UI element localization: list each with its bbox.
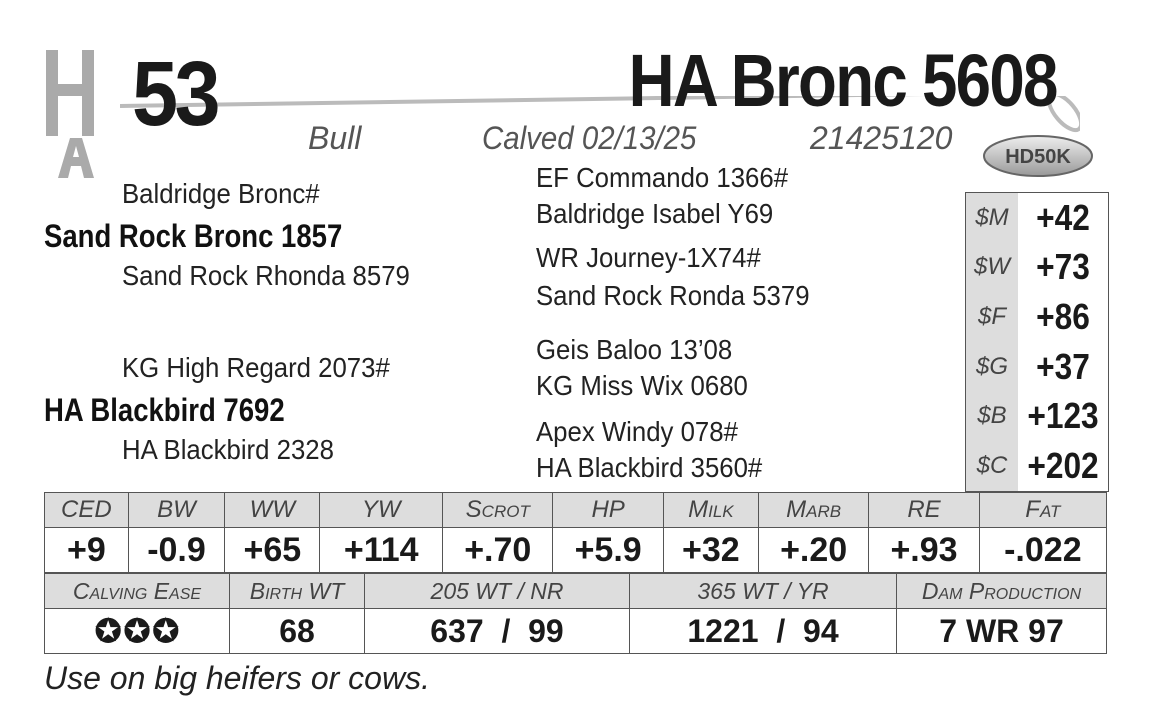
footnote: Use on big heifers or cows.: [44, 660, 430, 696]
performance-header-row: [45, 574, 1107, 609]
epd-value: +.70: [443, 528, 553, 573]
epd-value: +114: [320, 528, 443, 573]
epd-header: Milk: [663, 493, 758, 528]
ancestor-6: KG Miss Wix 0680: [536, 370, 748, 401]
epd-value: +9: [45, 528, 129, 573]
index-row-g: [966, 342, 1108, 392]
performance-header: Calving Ease: [45, 574, 230, 609]
birth-weight: 68: [230, 609, 365, 654]
epd-value: +5.9: [553, 528, 663, 573]
star-icon: ✪: [94, 613, 122, 649]
epd-header: RE: [869, 493, 979, 528]
epd-header: Fat: [979, 493, 1106, 528]
ancestor-5: Geis Baloo 13’08: [536, 334, 733, 365]
star-icon: ✪: [123, 613, 151, 649]
dam-production: 7 WR 97: [897, 609, 1107, 654]
epd-value: +32: [663, 528, 758, 573]
epd-table: [44, 492, 1107, 573]
calving-date: Calved 02/13/25: [482, 120, 697, 156]
epd-value: +.20: [758, 528, 868, 573]
index-value: +73: [1036, 246, 1090, 288]
badge-text: HD50K: [1005, 146, 1071, 168]
epd-value: +.93: [869, 528, 979, 573]
animal-sex: Bull: [308, 120, 362, 156]
epd-header-row: [45, 493, 1107, 528]
index-row-b: [966, 392, 1108, 442]
index-value: +123: [1027, 395, 1099, 437]
epd-value: -.022: [979, 528, 1106, 573]
sire: Sand Rock Bronc 1857: [44, 218, 343, 254]
epd-value: -0.9: [128, 528, 225, 573]
calving-ease-stars: [45, 609, 230, 654]
index-label: $G: [966, 342, 1018, 392]
epd-header: BW: [128, 493, 225, 528]
index-row-f: [966, 292, 1108, 342]
index-label: $M: [966, 193, 1018, 243]
lot-number: 53: [132, 43, 217, 145]
performance-header: Dam Production: [897, 574, 1107, 609]
ha-brand-logo: [42, 40, 122, 180]
sire-sire: Baldridge Bronc#: [122, 178, 320, 209]
dam-sire: KG High Regard 2073#: [122, 352, 390, 383]
performance-value-row: [45, 609, 1107, 654]
epd-header: WW: [225, 493, 320, 528]
index-value: +86: [1036, 296, 1090, 338]
index-value: +42: [1036, 196, 1090, 238]
index-label: $F: [966, 292, 1018, 342]
epd-header: Marb: [758, 493, 868, 528]
weaning-weight-ratio: 637 / 99: [365, 609, 630, 654]
epd-header: CED: [45, 493, 129, 528]
ancestor-3: WR Journey-1X74#: [536, 242, 761, 273]
ancestor-4: Sand Rock Ronda 5379: [536, 280, 810, 311]
epd-value-row: [45, 528, 1107, 573]
epd-header: YW: [320, 493, 443, 528]
sire-dam: Sand Rock Rhonda 8579: [122, 260, 410, 291]
index-row-w: [966, 243, 1108, 293]
hd50k-badge-icon: [982, 134, 1094, 178]
index-label: $B: [966, 392, 1018, 442]
yearling-weight-ratio: 1221 / 94: [630, 609, 897, 654]
dam: HA Blackbird 7692: [44, 392, 285, 428]
dam-dam: HA Blackbird 2328: [122, 434, 334, 465]
performance-header: 205 WT / NR: [365, 574, 630, 609]
dollar-index-panel: [965, 192, 1109, 492]
ancestor-1: EF Commando 1366#: [536, 162, 789, 193]
index-row-c: [966, 441, 1108, 491]
index-label: $W: [966, 243, 1018, 293]
ancestor-8: HA Blackbird 3560#: [536, 452, 763, 483]
star-icon: ✪: [152, 613, 180, 649]
index-row-m: [966, 193, 1108, 243]
ancestor-2: Baldridge Isabel Y69: [536, 198, 774, 229]
epd-header: HP: [553, 493, 663, 528]
ancestor-7: Apex Windy 078#: [536, 416, 738, 447]
performance-header: Birth WT: [230, 574, 365, 609]
performance-table: [44, 573, 1107, 654]
epd-value: +65: [225, 528, 320, 573]
epd-header: Scrot: [443, 493, 553, 528]
performance-header: 365 WT / YR: [630, 574, 897, 609]
index-value: +202: [1027, 445, 1099, 487]
registration-number: 21425120: [810, 120, 953, 156]
index-value: +37: [1036, 345, 1090, 387]
animal-name: HA Bronc 5608: [628, 39, 1057, 122]
index-label: $C: [966, 441, 1018, 491]
